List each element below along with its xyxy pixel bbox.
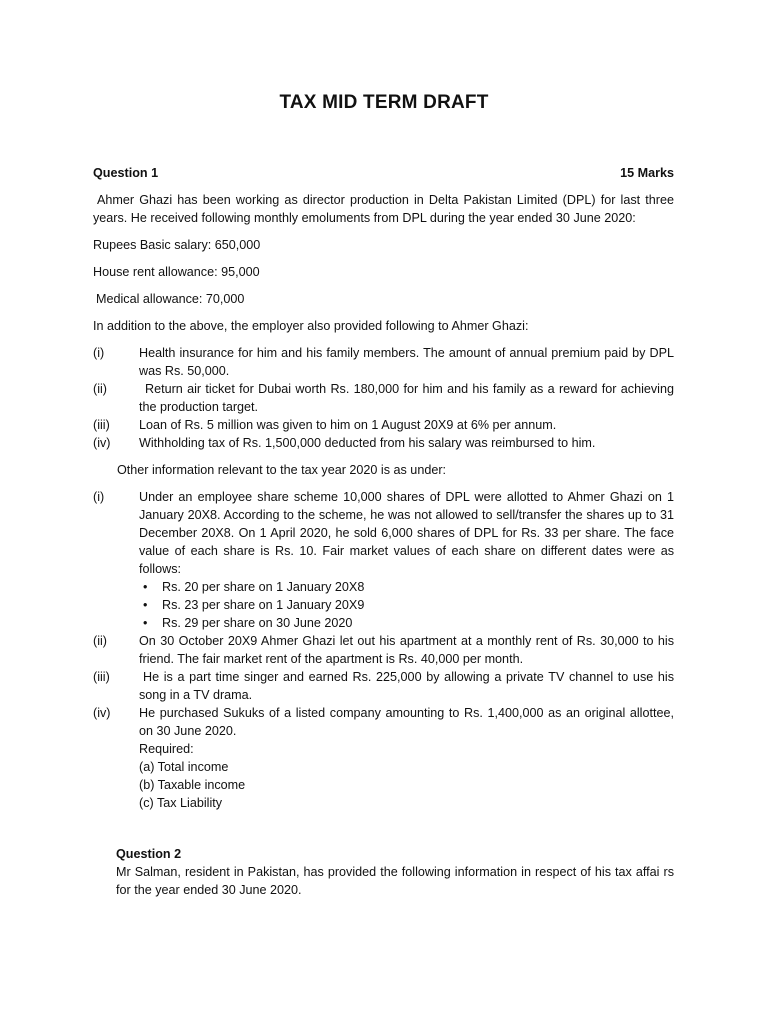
item-number: (i) <box>93 490 105 504</box>
question-1-marks: 15 Marks <box>620 166 674 180</box>
question-1-header <box>93 164 674 182</box>
fmv-bullet: • Rs. 23 per share on 1 January 20X9 <box>139 596 674 614</box>
item-number: (ii) <box>93 634 107 648</box>
benefits-list <box>93 344 674 452</box>
question-1-intro: Ahmer Ghazi has been working as director production in Delta Pakistan Limited (DPL) for last three years. He received following monthly emoluments from DPL during the year ended 30 June 2020: <box>93 193 674 225</box>
item-text: Health insurance for him and his family members. The amount of annual premium paid by DPL was Rs. 50,000. <box>139 346 674 378</box>
item-number: (iii) <box>93 670 110 684</box>
item-text: Loan of Rs. 5 million was given to him on 1 August 20X9 at 6% per annum. <box>139 418 557 432</box>
question-1-label: Question 1 <box>93 166 159 180</box>
benefits-intro: In addition to the above, the employer also provided following to Ahmer Ghazi: <box>93 319 529 333</box>
benefit-item <box>93 416 674 434</box>
required-item: (b) Taxable income <box>139 778 246 792</box>
document-title: TAX MID TERM DRAFT <box>279 92 489 113</box>
required-section <box>93 740 674 812</box>
item-text: Return air ticket for Dubai worth Rs. 180,000 for him and his family as a reward for achieving the production target. <box>139 382 674 414</box>
emolument-house-rent: House rent allowance: 95,000 <box>93 265 260 279</box>
item-text: On 30 October 20X9 Ahmer Ghazi let out his apartment at a monthly rent of Rs. 30,000 to his friend. The fair market rent of the apartment is Rs. 40,000 per month. <box>139 634 674 666</box>
question-1 <box>93 164 674 812</box>
other-item <box>93 704 674 740</box>
emolument-basic-salary: Rupees Basic salary: 650,000 <box>93 238 261 252</box>
required-item: (c) Tax Liability <box>139 796 223 810</box>
other-info-intro: Other information relevant to the tax year 2020 is as under: <box>117 463 447 477</box>
required-label: Required: <box>139 742 194 756</box>
emolument-medical: Medical allowance: 70,000 <box>96 292 245 306</box>
item-text: Under an employee share scheme 10,000 shares of DPL were allotted to Ahmer Ghazi on 1 January 20X8. According to the scheme, he was not allowed to sell/transfer the shares up to 31 December 20X8. On 1 April 2020, he sold 6,000 shares of DPL for Rs. 33 per share. The face value of each share is Rs. 10. Fair market values of each share on different dates were as follows: <box>139 490 674 576</box>
required-item: (a) Total income <box>139 760 229 774</box>
item-number: (iv) <box>93 436 111 450</box>
item-number: (iv) <box>93 706 111 720</box>
other-item <box>93 632 674 668</box>
item-number: (ii) <box>93 382 107 396</box>
fmv-bullet: • Rs. 20 per share on 1 January 20X8 <box>139 578 674 596</box>
item-number: (i) <box>93 346 105 360</box>
item-text: He purchased Sukuks of a listed company amounting to Rs. 1,400,000 as an original allottee, on 30 June 2020. <box>139 706 674 738</box>
item-number: (iii) <box>93 418 110 432</box>
other-item <box>93 668 674 704</box>
other-info-list <box>93 488 674 740</box>
benefit-item <box>93 344 674 380</box>
fmv-bullet-list <box>139 578 674 632</box>
question-2-intro: Mr Salman, resident in Pakistan, has provided the following information in respect of his tax affai rs for the year ended 30 June 2020. <box>116 865 674 897</box>
question-2-label: Question 2 <box>116 847 182 861</box>
question-2 <box>116 845 674 899</box>
item-text: Withholding tax of Rs. 1,500,000 deducted from his salary was reimbursed to him. <box>139 436 596 450</box>
benefit-item <box>93 380 674 416</box>
benefit-item <box>93 434 674 452</box>
other-item <box>93 488 674 632</box>
item-text: He is a part time singer and earned Rs. 225,000 by allowing a private TV channel to use his song in a TV drama. <box>139 670 674 702</box>
fmv-bullet: • Rs. 29 per share on 30 June 2020 <box>139 614 674 632</box>
